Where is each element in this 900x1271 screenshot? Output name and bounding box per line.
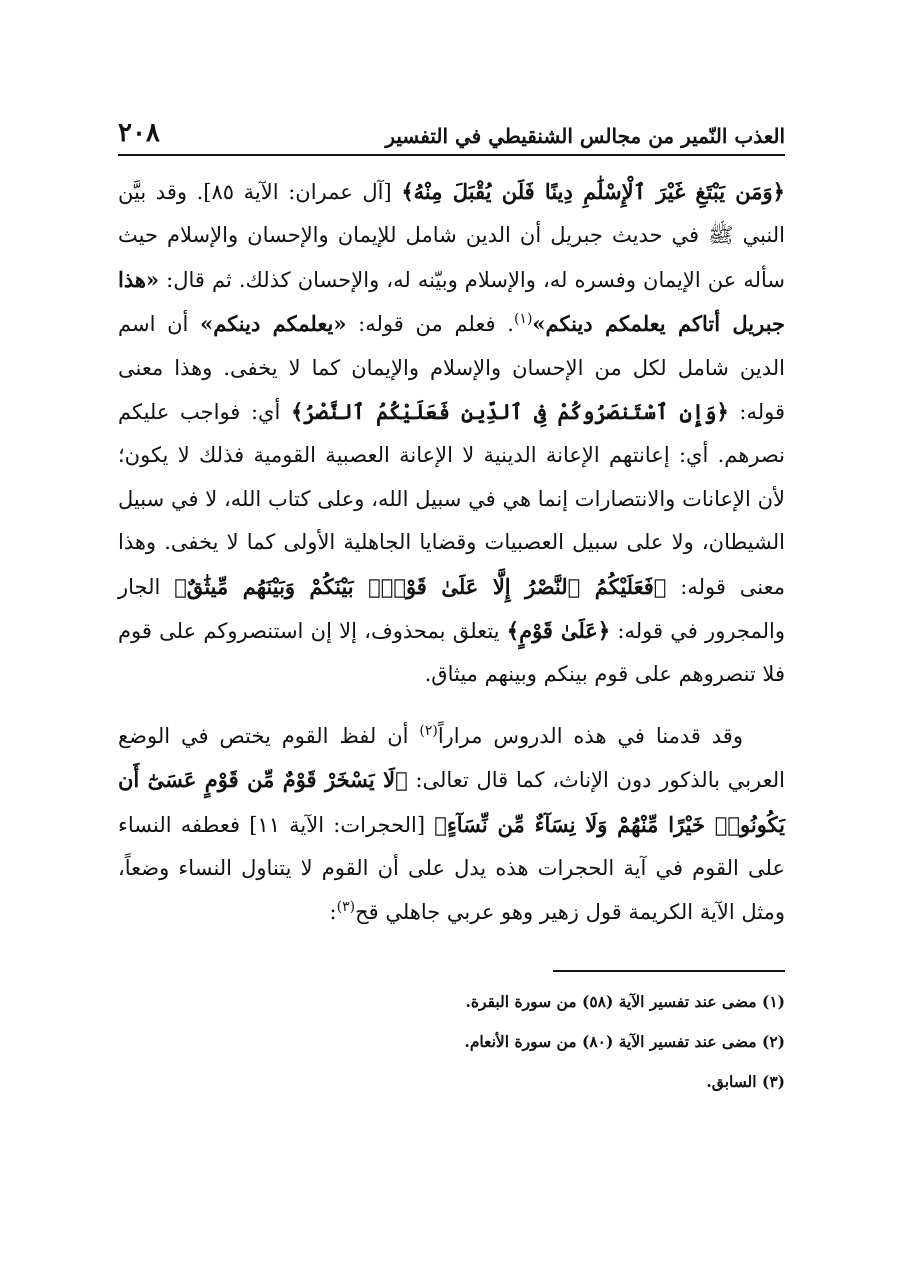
footnote-ref-3: (٣): [336, 898, 356, 915]
footnotes: [118, 982, 785, 1102]
text-segment: الجار والمجرور في قوله:: [118, 574, 785, 644]
footnote-ref-1: (١): [513, 311, 533, 328]
footnote-2: (٢) مضى عند تفسير الآية (٨٠) من سورة الأنعام.: [464, 1031, 785, 1051]
footnote-divider: [553, 970, 785, 972]
quran-verse: ﴿فَعَلَيْكُمُ ٱلنَّصْرُ إِلَّا عَلَىٰ قَوْمٍۭ بَيْنَكُمْ وَبَيْنَهُم مِّيثَٰقٌ﴾: [174, 573, 667, 599]
paragraph-2: [118, 715, 785, 934]
running-header: [118, 108, 785, 156]
quran-verse: ﴿وَمَن يَبْتَغِ غَيْرَ ٱلْإِسْلَٰمِ دِينًا فَلَن يُقْبَلَ مِنْهُ﴾: [401, 179, 785, 204]
hadith-quote: «يعلمكم دينكم»: [200, 311, 347, 337]
text-segment: يتعلق بمحذوف، إلا إن استنصروكم على قوم فلا تنصروهم على قوم بينكم وبينهم ميثاق.: [118, 619, 785, 687]
text-segment: أن اسم الدين شامل لكل من الإحسان والإسلام والإيمان كما لا يخفى. وهذا معنى قوله:: [118, 312, 785, 425]
page-number: ٢٠٨: [118, 118, 160, 148]
header-title: العذب النّمير من مجالس الشنقيطي في التفسير: [385, 124, 785, 148]
text-segment: أن لفظ القوم يختص في الوضع العربي بالذكور دون الإناث، كما قال تعالى:: [118, 723, 785, 793]
quran-verse: ﴿وَإِنِ ٱسْتَنصَرُوكُمْ فِى ٱلدِّينِ فَعَلَيْكُمُ ٱلنَّصْرُ﴾: [290, 399, 729, 425]
hadith-quote: «هذا جبريل أتاكم يعلمكم دينكم»: [118, 266, 786, 337]
text-segment: أي: فواجب عليكم نصرهم. أي: إعانتهم الإعانة الدينية لا الإعانة العصبية القومية فذلك لا يكون؛ لأن الإعانات والانتصارات إنما هي في سبيل الله، وعلى كتاب الله، لا في سبيل الشيطان، ولا على سبيل العصبيات وقضايا الجاهلية الأولى كما لا يخفى. وهذا معنى قوله:: [118, 400, 785, 599]
quran-verse: ﴿عَلَىٰ قَوْمٍ﴾: [506, 618, 611, 644]
main-text: [118, 170, 785, 934]
text-segment: وقد قدمنا في هذه الدروس مراراً: [437, 723, 743, 748]
text-segment: [الحجرات: الآية ١١] فعطفه النساء على القوم في آية الحجرات هذه يدل على أن القوم لا يتناول النساء وضعاً، ومثل الآية الكريمة قول زهير وهو عربي جاهلي قح: [118, 812, 785, 924]
footnote-ref-2: (٢): [419, 722, 438, 739]
text-segment: . فعلم من قوله:: [346, 312, 514, 337]
text-segment: [آل عمران: الآية ٨٥]. وقد بيَّن النبي ﷺ في حديث جبريل أن الدين شامل للإيمان والإحسان والإسلام حيث سأله عن الإيمان وفسره له، والإسلام وبيّنه له، والإحسان كذلك. ثم قال:: [118, 180, 785, 292]
paragraph-1: [118, 170, 785, 697]
footnote-1: (١) مضى عند تفسير الآية (٥٨) من سورة البقرة.: [465, 991, 785, 1011]
footnote-3: (٣) السابق.: [706, 1071, 785, 1091]
book-page: [118, 108, 785, 1102]
text-segment: :: [329, 899, 337, 924]
quran-verse: ﴿لَا يَسْخَرْ قَوْمٌ مِّن قَوْمٍ عَسَىٰٓ أَن يَكُونُوا۟ خَيْرًا مِّنْهُمْ وَلَا نِسَآءٌ مِّن نِّسَآءٍ﴾: [118, 767, 785, 837]
